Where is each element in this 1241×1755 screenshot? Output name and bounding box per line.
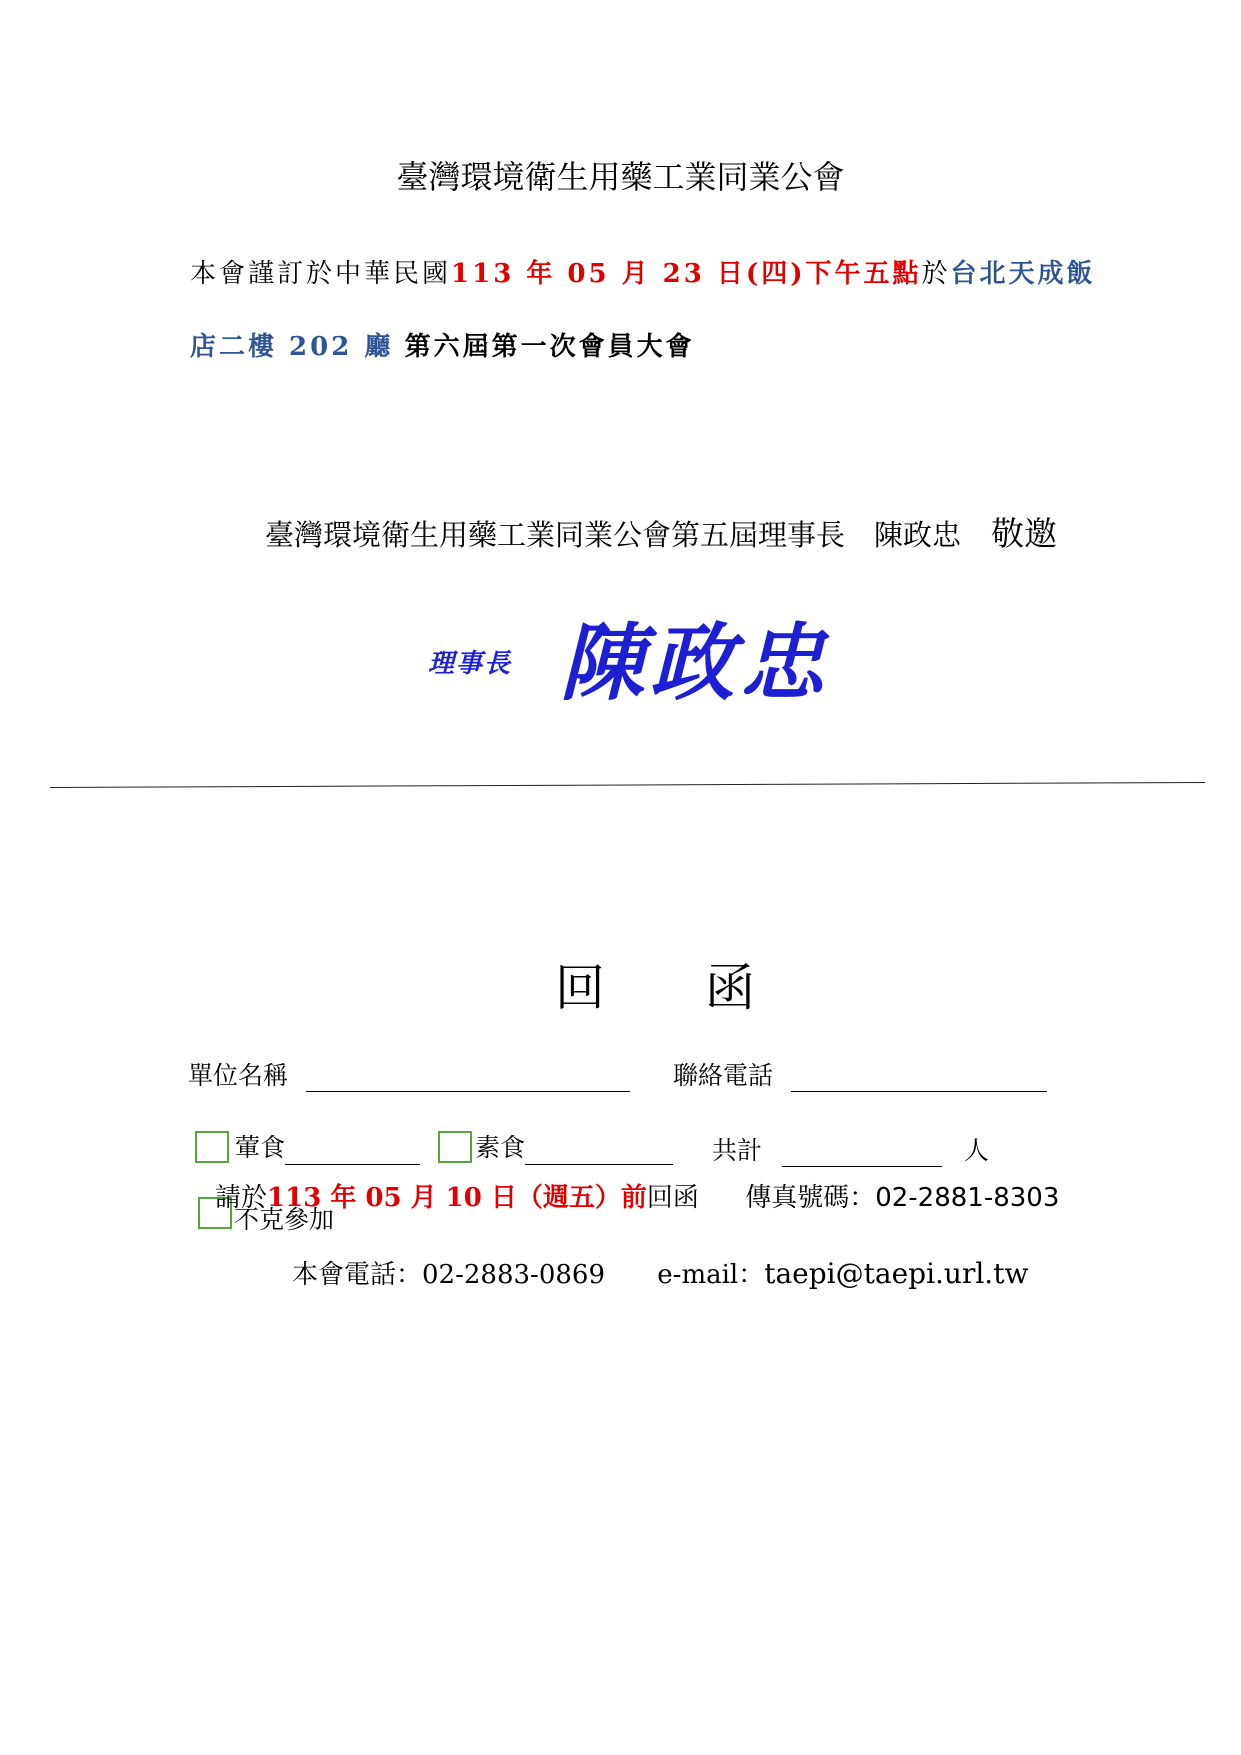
email-link[interactable]: taepi@taepi.url.tw (764, 1257, 1029, 1290)
unit-row (188, 1056, 630, 1092)
document-title: 臺灣環境衛生用藥工業同業公會 (396, 158, 845, 196)
deadline-suffix: 回函 (646, 1183, 699, 1213)
person-label: 人 (963, 1136, 989, 1165)
unit-label: 單位名稱 (188, 1061, 289, 1090)
fax-number: 傳真號碼：02-2881-8303 (745, 1183, 1060, 1213)
total-row (712, 1131, 989, 1167)
invitation-line-2 (190, 326, 695, 363)
reply-title: 回函 (555, 959, 855, 1017)
venue-part-a: 台北天成飯 (950, 259, 1096, 289)
phone-row (673, 1056, 1047, 1092)
contact-line (292, 1254, 1028, 1291)
total-count-field[interactable] (782, 1140, 942, 1167)
event-date: 113 年 05 月 23 日(四)下午五點 (451, 259, 922, 289)
invitation-line-1 (190, 253, 1096, 290)
section-divider (50, 782, 1205, 788)
total-label: 共計 (712, 1136, 763, 1165)
invitation-intro: 本會謹訂於中華民國 (190, 259, 452, 289)
phone-label: 聯絡電話 (673, 1061, 774, 1090)
venue-part-b: 店二樓 202 廳 (190, 332, 394, 362)
veg-checkbox[interactable] (438, 1131, 472, 1163)
office-phone: 本會電話：02-2883-0869 (292, 1260, 605, 1290)
veg-row (438, 1128, 673, 1165)
deadline-line (215, 1177, 1059, 1214)
deadline-prefix: 請於 (215, 1183, 268, 1213)
unit-field[interactable] (306, 1065, 630, 1092)
deadline-date: 113 年 05 月 10 日（週五）前 (267, 1183, 647, 1213)
veg-count-field[interactable] (525, 1138, 673, 1165)
meat-label: 葷食 (235, 1133, 286, 1162)
respect-text: 敬邀 (991, 514, 1058, 553)
invitation-at: 於 (921, 259, 951, 289)
inviter-text: 臺灣環境衛生用藥工業同業公會第五屆理事長 陳政忠 (265, 518, 962, 552)
signature-label: 理事長 (428, 649, 513, 679)
decline-label: 不克參加 (234, 1205, 335, 1234)
veg-label: 素食 (475, 1133, 526, 1162)
meat-count-field[interactable] (285, 1138, 420, 1165)
meat-row (195, 1128, 420, 1165)
inviter-line (265, 508, 1057, 555)
event-name: 第六屆第一次會員大會 (404, 332, 695, 362)
meat-checkbox[interactable] (195, 1131, 229, 1163)
email-label: e-mail： (657, 1260, 765, 1290)
phone-field[interactable] (791, 1065, 1047, 1092)
signature-name: 陳政忠 (560, 613, 831, 712)
